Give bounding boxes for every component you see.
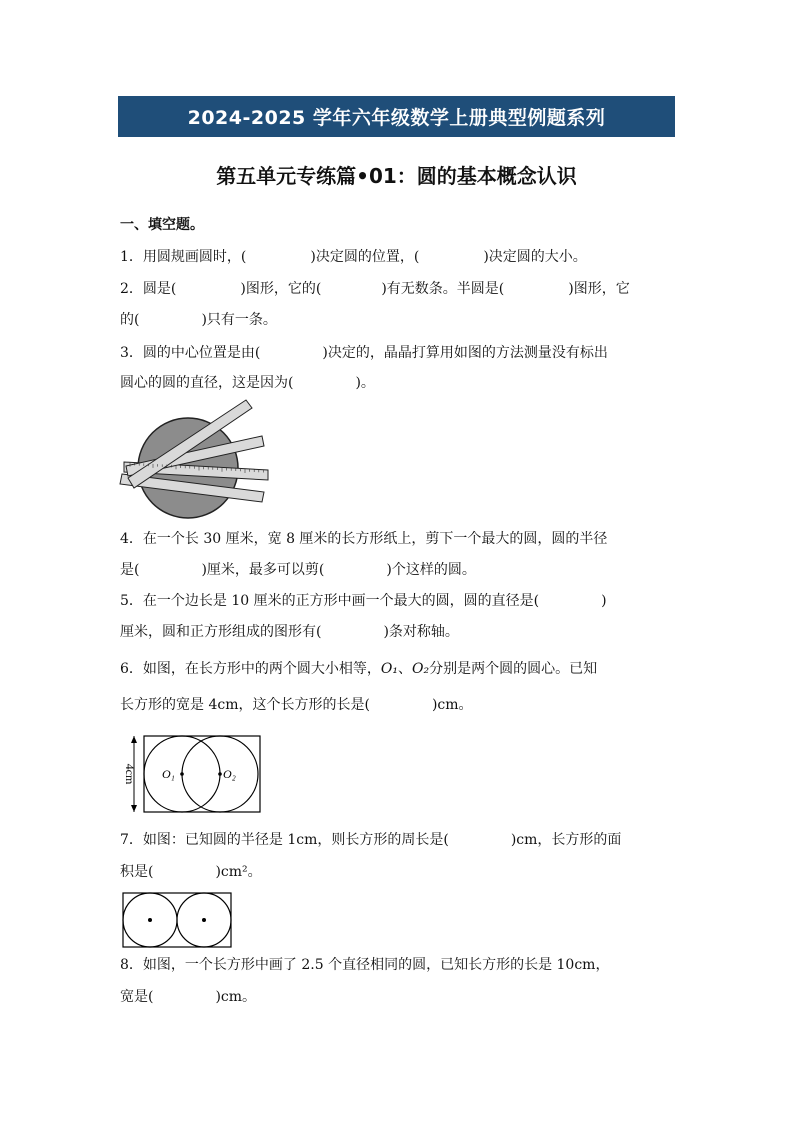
q7-text-d: )cm²。 [215, 864, 262, 880]
question-4-cont [120, 560, 680, 580]
question-7 [120, 830, 680, 850]
o1-label: O₁ [380, 661, 398, 677]
q4-text-c: )厘米，最多可以剪( [201, 562, 325, 578]
question-5 [120, 591, 680, 611]
q6-sep: 、 [398, 661, 412, 677]
q7-text-b: )cm，长方形的面 [510, 832, 622, 848]
question-6-cont [120, 695, 680, 715]
width-label: 4cm [123, 763, 137, 785]
question-8 [120, 955, 680, 975]
q4-text-b: 是( [120, 562, 140, 578]
q5-text-b: ) [601, 593, 607, 609]
question-5-cont [120, 622, 680, 642]
q1-text-c: )决定圆的大小。 [483, 249, 587, 265]
q2-text-c: )有无数条。半圆是( [381, 281, 505, 297]
q8-text-b: 宽是( [120, 989, 154, 1005]
q8-text-c: )cm。 [215, 989, 257, 1005]
q7-text-a: 7．如图：已知圆的半径是 1cm，则长方形的周长是( [120, 832, 449, 848]
q2-text-e: 的( [120, 312, 140, 328]
q8-text-a: 8．如图，一个长方形中画了 2.5 个直径相同的圆，已知长方形的长是 10cm， [120, 957, 610, 973]
question-7-cont [120, 862, 680, 882]
q7-text-c: 积是( [120, 864, 154, 880]
center-point [180, 772, 184, 776]
question-8-cont [120, 987, 680, 1007]
question-3 [120, 343, 680, 363]
q1-text-b: )决定圆的位置，( [310, 249, 420, 265]
series-banner: 2024-2025 学年六年级数学上册典型例题系列 [118, 96, 675, 137]
question-2 [120, 279, 680, 299]
center-point [202, 918, 206, 922]
q3-text-c: 圆心的圆的直径，这是因为( [120, 375, 294, 391]
q5-text-a: 5．在一个边长是 10 厘米的正方形中画一个最大的圆，圆的直径是( [120, 593, 540, 609]
page-title: 第五单元专练篇•01：圆的基本概念认识 [216, 164, 577, 188]
q3-text-d: )。 [355, 375, 375, 391]
q6-text-d: )cm。 [431, 697, 473, 713]
q2-text-f: )只有一条。 [201, 312, 277, 328]
q6-text-b: 分别是两个圆的圆心。已知 [429, 661, 598, 677]
rectangle-two-circles-figure [120, 890, 234, 948]
q5-text-c: 厘米，圆和正方形组成的图形有( [120, 624, 322, 640]
q2-text-a: 2．圆是( [120, 281, 177, 297]
q6-text-a: 6．如图，在长方形中的两个圆大小相等， [120, 661, 381, 677]
question-4 [120, 529, 680, 549]
question-6 [120, 659, 680, 679]
q2-text-d: )图形，它 [568, 281, 630, 297]
o2-label: O₂ [412, 661, 430, 677]
center-point [148, 918, 152, 922]
o1-figure-label: O₁ [162, 767, 175, 781]
arrow-down-icon [131, 805, 137, 812]
q2-text-b: )图形，它的( [240, 281, 322, 297]
circle-with-rulers-figure [118, 396, 278, 524]
question-3-cont [120, 373, 680, 393]
q1-text-a: 1．用圆规画圆时，( [120, 249, 247, 265]
q4-text-d: )个这样的圆。 [386, 562, 476, 578]
q5-text-d: )条对称轴。 [383, 624, 459, 640]
q3-text-a: 3．圆的中心位置是由( [120, 345, 261, 361]
center-point [218, 772, 222, 776]
arrow-up-icon [131, 736, 137, 743]
q3-text-b: )决定的，晶晶打算用如图的方法测量没有标出 [322, 345, 608, 361]
section-heading: 一、填空题。 [120, 217, 204, 233]
two-circles-rectangle-figure [118, 730, 268, 818]
o2-figure-label: O₂ [223, 767, 236, 781]
question-1 [120, 247, 680, 267]
q6-text-c: 长方形的宽是 4cm，这个长方形的长是( [120, 697, 370, 713]
q4-text-a: 4．在一个长 30 厘米，宽 8 厘米的长方形纸上，剪下一个最大的圆，圆的半径 [120, 531, 608, 547]
question-2-cont [120, 310, 680, 330]
